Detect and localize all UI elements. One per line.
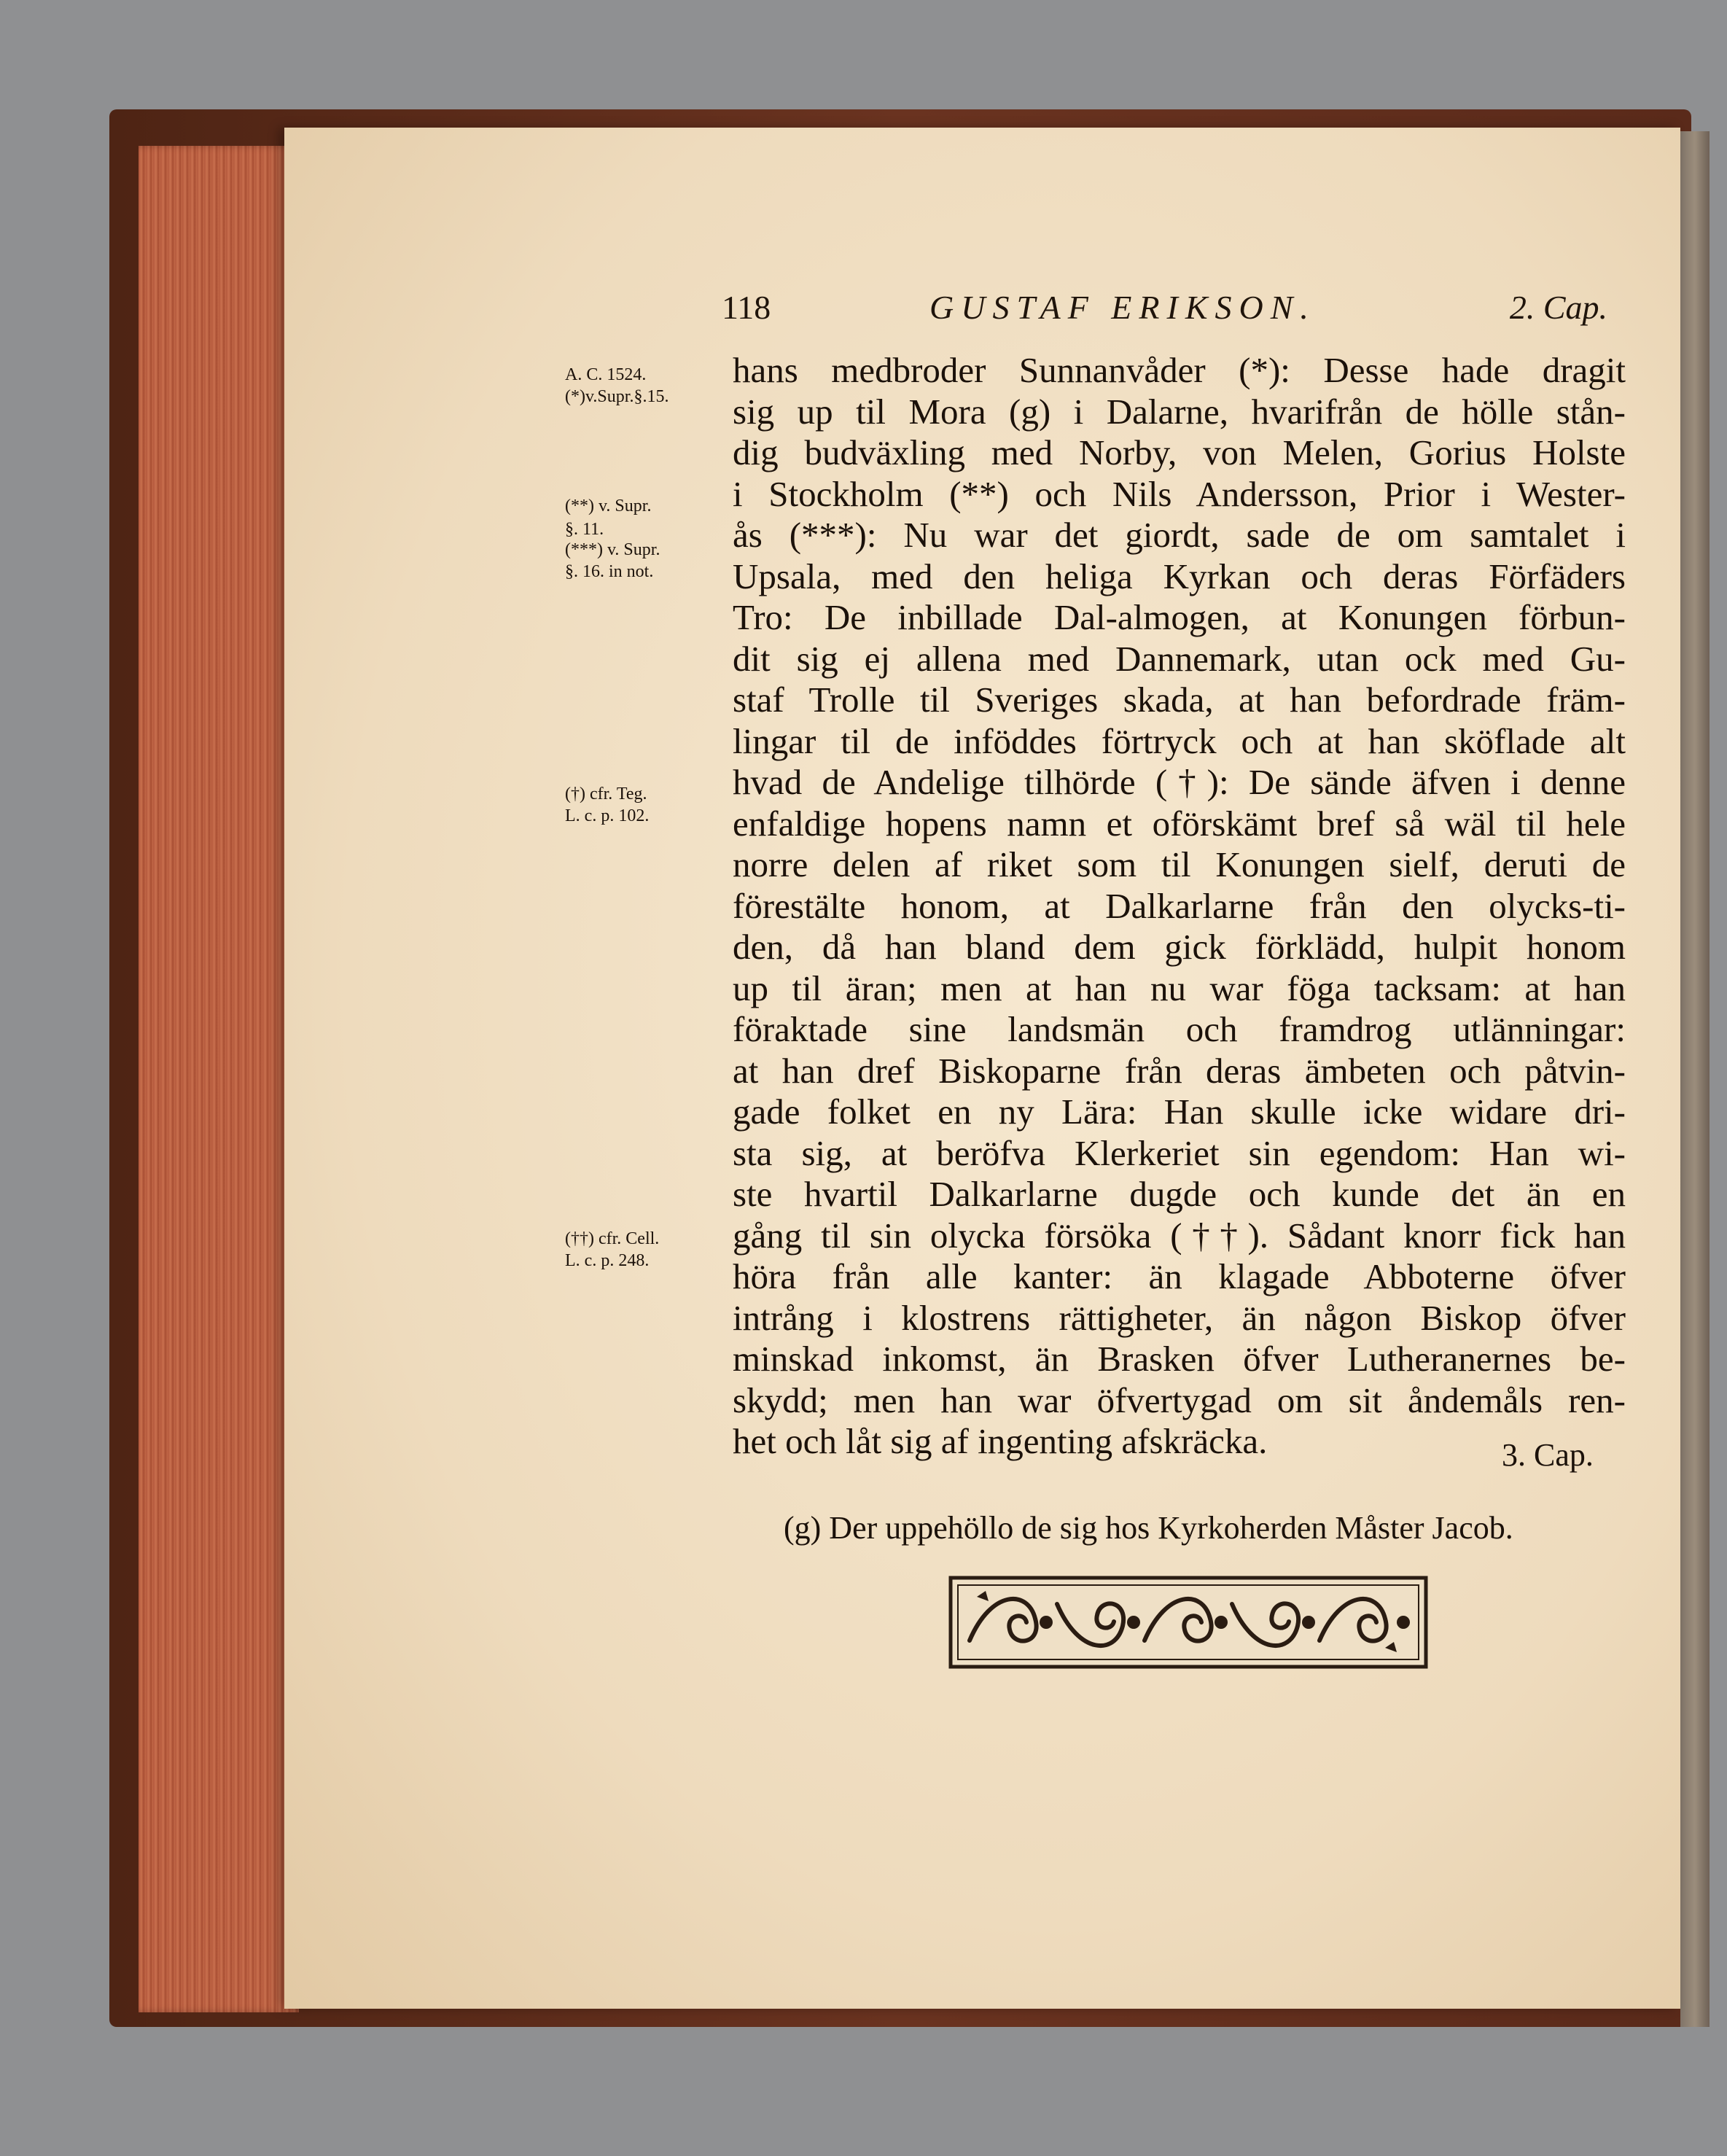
text-line: enfaldige hopens namn et oförskämt bref så wäl til hele xyxy=(733,803,1626,844)
text-line: gade folket en ny Lära: Han skulle icke widare dri- xyxy=(733,1091,1626,1132)
text-line: den, då han bland dem gick förklädd, hulpit honom xyxy=(733,927,1626,967)
margin-note: L. c. p. 248. xyxy=(565,1251,650,1270)
margin-note: (**) v. Supr. xyxy=(565,497,652,515)
text-line: i Stockholm (**) och Nils Andersson, Prior i Wester- xyxy=(733,473,1626,514)
margin-note: A. C. 1524. xyxy=(565,365,647,384)
decorative-ornament xyxy=(948,1575,1429,1670)
text-line: up til äran; men at han nu war föga tacksam: at han xyxy=(733,968,1626,1008)
page-number: 118 xyxy=(722,289,771,326)
margin-note: §. 11. xyxy=(565,520,604,539)
text-line: dig budväxling med Norby, von Melen, Gorius Holste xyxy=(733,432,1626,472)
text-line: Tro: De inbillade Dal-almogen, at Konungen förbun- xyxy=(733,597,1626,637)
text-line: höra från alle kanter: än klagade Abboterne öfver xyxy=(733,1256,1626,1296)
text-line: sig up til Mora (g) i Dalarne, hvarifrån de hölle stån- xyxy=(733,391,1626,432)
text-line: föraktade sine landsmän och framdrog utlänningar: xyxy=(733,1009,1626,1049)
page-block-edges xyxy=(139,146,299,2012)
margin-note: (†) cfr. Teg. xyxy=(565,785,647,803)
text-line: lingar til de inföddes förtryck och at han sköflade alt xyxy=(733,720,1626,761)
text-line: gång til sin olycka försöka (††). Sådant knorr fick han xyxy=(733,1215,1626,1256)
text-line: minskad inkomst, än Brasken öfver Lutheranernes be- xyxy=(733,1339,1626,1379)
margin-note: L. c. p. 102. xyxy=(565,806,650,825)
text-line: hvad de Andelige tilhörde (†): De sände äfven i denne xyxy=(733,762,1626,802)
margin-note: (††) cfr. Cell. xyxy=(565,1229,660,1248)
catchword: 3. Cap. xyxy=(1502,1437,1594,1473)
text-line: staf Trolle til Sveriges skada, at han befordrade främ- xyxy=(733,680,1626,720)
footnote: (g) Der uppehöllo de sig hos Kyrkoherden Måster Jacob. xyxy=(784,1510,1513,1546)
text-line: ås (***): Nu war det giordt, sade de om samtalet i xyxy=(733,515,1626,555)
running-title: GUSTAF ERIKSON. xyxy=(929,289,1316,326)
body-text xyxy=(733,350,1626,1463)
margin-note: §. 16. in not. xyxy=(565,562,654,581)
text-line: sta sig, at beröfva Klerkeriet sin egendom: Han wi- xyxy=(733,1132,1626,1173)
running-header xyxy=(722,288,1615,339)
text-line: förestälte honom, at Dalkarlarne från den olycks-ti- xyxy=(733,885,1626,926)
text-line: Upsala, med den heliga Kyrkan och deras Förfäders xyxy=(733,556,1626,596)
text-line: dit sig ej allena med Dannemark, utan ock med Gu- xyxy=(733,638,1626,679)
text-line: ste hvartil Dalkarlarne dugde och kunde det än en xyxy=(733,1174,1626,1214)
text-line: het och låt sig af ingenting afskräcka. xyxy=(733,1421,1268,1461)
text-line: at han dref Biskoparne från deras ämbeten och påtvin- xyxy=(733,1050,1626,1091)
text-line: hans medbroder Sunnanvåder (*): Desse hade dragit xyxy=(733,350,1626,390)
text-line: norre delen af riket som til Konungen sielf, deruti de xyxy=(733,844,1626,884)
text-line: skydd; men han war öfvertygad om sit åndemåls ren- xyxy=(733,1379,1626,1420)
margin-note: (*)v.Supr.§.15. xyxy=(565,387,669,406)
chapter-label: 2. Cap. xyxy=(1509,289,1607,326)
facing-page-edge xyxy=(1680,131,1710,2027)
margin-note: (***) v. Supr. xyxy=(565,540,660,559)
text-line: intrång i klostrens rättigheter, än någon Biskop öfver xyxy=(733,1297,1626,1338)
